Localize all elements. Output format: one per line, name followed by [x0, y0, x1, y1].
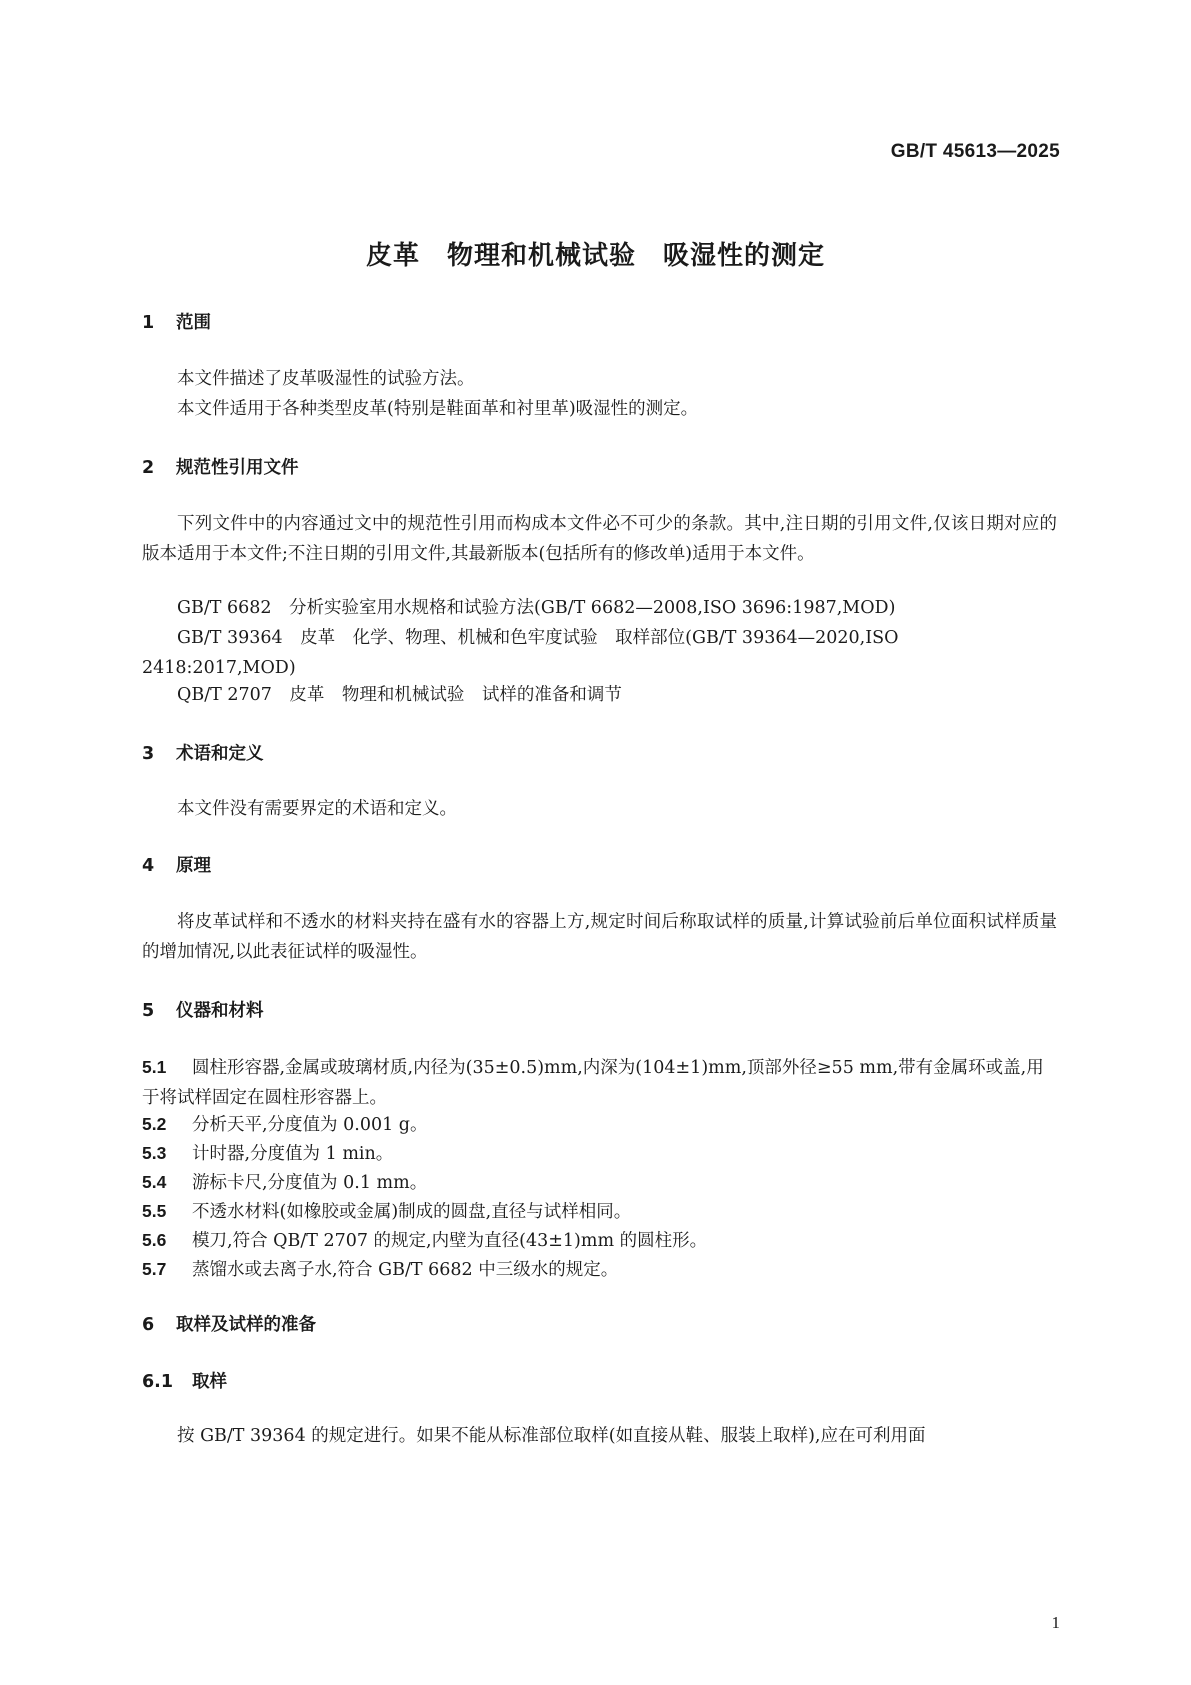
- list-item: [142, 1167, 1057, 1198]
- page-number: 1: [1051, 1613, 1060, 1632]
- section-heading-3: [142, 740, 264, 765]
- item-number: 5.6: [142, 1230, 167, 1250]
- item-text: 游标卡尺,分度值为 0.1 mm。: [192, 1173, 428, 1193]
- section-heading-2: [142, 454, 299, 479]
- item-number: 5.1: [142, 1057, 167, 1077]
- section-number: 6: [142, 1315, 155, 1335]
- item-text: 蒸馏水或去离子水,符合 GB/T 6682 中三级水的规定。: [192, 1260, 619, 1280]
- reference-item: GB/T 6682 分析实验室用水规格和试验方法(GB/T 6682—2008,ISO 3696:1987,MOD): [177, 598, 896, 618]
- section-number: 5: [142, 1001, 155, 1021]
- list-item: [142, 1196, 1057, 1227]
- subsection-heading-6-1: [142, 1368, 227, 1393]
- section-number: 3: [142, 744, 155, 764]
- reference-item: QB/T 2707 皮革 物理和机械试验 试样的准备和调节: [177, 685, 622, 705]
- section-title: 仪器和材料: [176, 1001, 264, 1021]
- list-item: [142, 1109, 1057, 1140]
- item-text: 不透水材料(如橡胶或金属)制成的圆盘,直径与试样相同。: [192, 1202, 632, 1222]
- item-text: 分析天平,分度值为 0.001 g。: [192, 1115, 428, 1135]
- item-text: 计时器,分度值为 1 min。: [192, 1144, 394, 1164]
- page-title: 皮革 物理和机械试验 吸湿性的测定: [365, 241, 825, 271]
- item-number: 5.3: [142, 1143, 167, 1163]
- section-title: 原理: [176, 856, 211, 876]
- section-heading-6: [142, 1311, 316, 1336]
- item-number: 5.2: [142, 1114, 167, 1134]
- list-item: [142, 1254, 1057, 1285]
- standard-code: GB/T 45613—2025: [890, 141, 1060, 162]
- subsection-number: 6.1: [142, 1372, 174, 1392]
- subsection-title: 取样: [192, 1372, 227, 1392]
- item-number: 5.4: [142, 1172, 167, 1192]
- section-number: 4: [142, 856, 155, 876]
- item-number: 5.7: [142, 1259, 167, 1279]
- list-item: [142, 1225, 1057, 1256]
- item-text: 圆柱形容器,金属或玻璃材质,内径为(35±0.5)mm,内深为(104±1)mm,顶部外径≥55 mm,带有金属环或盖,用于将试样固定在圆柱形容器上。: [142, 1058, 1044, 1108]
- list-item: [142, 1052, 1057, 1113]
- section-number: 2: [142, 458, 155, 478]
- paragraph: 下列文件中的内容通过文中的规范性引用而构成本文件必不可少的条款。其中,注日期的引用文件,仅该日期对应的版本适用于本文件;不注日期的引用文件,其最新版本(包括所有的修改单)适用于本文件。: [142, 514, 1057, 564]
- item-number: 5.5: [142, 1201, 167, 1221]
- paragraph: 按 GB/T 39364 的规定进行。如果不能从标准部位取样(如直接从鞋、服装上取样),应在可利用面: [177, 1426, 926, 1446]
- section-title: 术语和定义: [176, 744, 264, 764]
- section-title: 规范性引用文件: [176, 458, 299, 478]
- section-number: 1: [142, 313, 155, 333]
- section-title: 取样及试样的准备: [176, 1315, 316, 1335]
- section-heading-1: [142, 309, 211, 334]
- section-heading-5: [142, 997, 264, 1022]
- paragraph: 本文件适用于各种类型皮革(特别是鞋面革和衬里革)吸湿性的测定。: [177, 399, 699, 419]
- item-text: 模刀,符合 QB/T 2707 的规定,内壁为直径(43±1)mm 的圆柱形。: [192, 1231, 708, 1251]
- section-title: 范围: [176, 313, 211, 333]
- paragraph: 本文件没有需要界定的术语和定义。: [177, 799, 457, 819]
- list-item: [142, 1138, 1057, 1169]
- paragraph: 本文件描述了皮革吸湿性的试验方法。: [177, 369, 475, 389]
- section-heading-4: [142, 852, 211, 877]
- paragraph: 将皮革试样和不透水的材料夹持在盛有水的容器上方,规定时间后称取试样的质量,计算试验前后单位面积试样质量的增加情况,以此表征试样的吸湿性。: [142, 912, 1057, 962]
- reference-item: GB/T 39364 皮革 化学、物理、机械和色牢度试验 取样部位(GB/T 39364—2020,ISO 2418:2017,MOD): [142, 628, 899, 678]
